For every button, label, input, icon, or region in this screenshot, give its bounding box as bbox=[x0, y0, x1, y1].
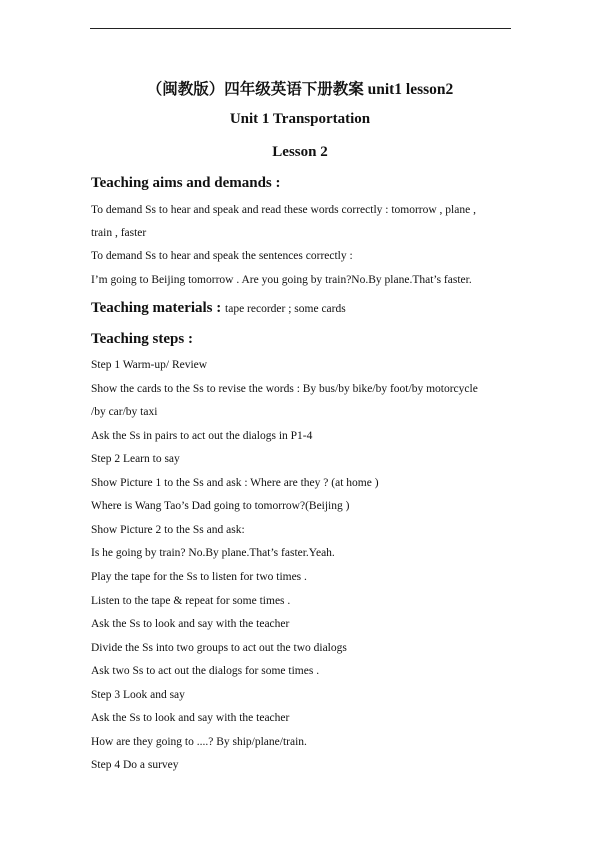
step-line: Step 2 Learn to say bbox=[91, 453, 180, 465]
lesson-title: Lesson 2 bbox=[272, 144, 328, 160]
aims-line: To demand Ss to hear and speak and read these words correctly : tomorrow , plane , bbox=[91, 204, 476, 216]
step-line: Step 1 Warm-up/ Review bbox=[91, 359, 208, 371]
step-line: Divide the Ss into two groups to act out the two dialogs bbox=[91, 642, 347, 654]
aims-line: train , faster bbox=[91, 227, 147, 239]
document-title: （闽教版）四年级英语下册教案 unit1 lesson2 bbox=[146, 81, 454, 98]
step-line: Ask the Ss in pairs to act out the dialogs in P1-4 bbox=[91, 430, 313, 442]
aims-heading: Teaching aims and demands : bbox=[91, 175, 281, 191]
step-line: Play the tape for the Ss to listen for two times . bbox=[91, 571, 307, 583]
step-line: Show the cards to the Ss to revise the words : By bus/by bike/by foot/by motorcycle bbox=[91, 383, 478, 395]
step-line: How are they going to ....? By ship/plane/train. bbox=[91, 736, 307, 748]
materials-value: tape recorder ; some cards bbox=[225, 303, 346, 315]
step-line: Ask the Ss to look and say with the teacher bbox=[91, 712, 290, 724]
step-line: /by car/by taxi bbox=[91, 406, 158, 418]
step-line: Listen to the tape & repeat for some times . bbox=[91, 595, 291, 607]
step-line: Ask the Ss to look and say with the teacher bbox=[91, 618, 290, 630]
step-line: Show Picture 1 to the Ss and ask : Where are they ? (at home ) bbox=[91, 477, 379, 489]
materials-heading: Teaching materials : bbox=[91, 300, 222, 316]
aims-line: To demand Ss to hear and speak the sentences correctly : bbox=[91, 250, 353, 262]
materials-row bbox=[91, 300, 346, 317]
steps-heading: Teaching steps : bbox=[91, 331, 193, 347]
step-line: Show Picture 2 to the Ss and ask: bbox=[91, 524, 245, 536]
aims-line: I’m going to Beijing tomorrow . Are you going by train?No.By plane.That’s faster. bbox=[91, 274, 472, 286]
unit-title: Unit 1 Transportation bbox=[229, 111, 371, 127]
step-line: Ask two Ss to act out the dialogs for some times . bbox=[91, 665, 320, 677]
step-line: Step 4 Do a survey bbox=[91, 759, 179, 771]
step-line: Step 3 Look and say bbox=[91, 689, 185, 701]
step-line: Where is Wang Tao’s Dad going to tomorrow?(Beijing ) bbox=[91, 500, 350, 512]
step-line: Is he going by train? No.By plane.That’s faster.Yeah. bbox=[91, 547, 335, 559]
